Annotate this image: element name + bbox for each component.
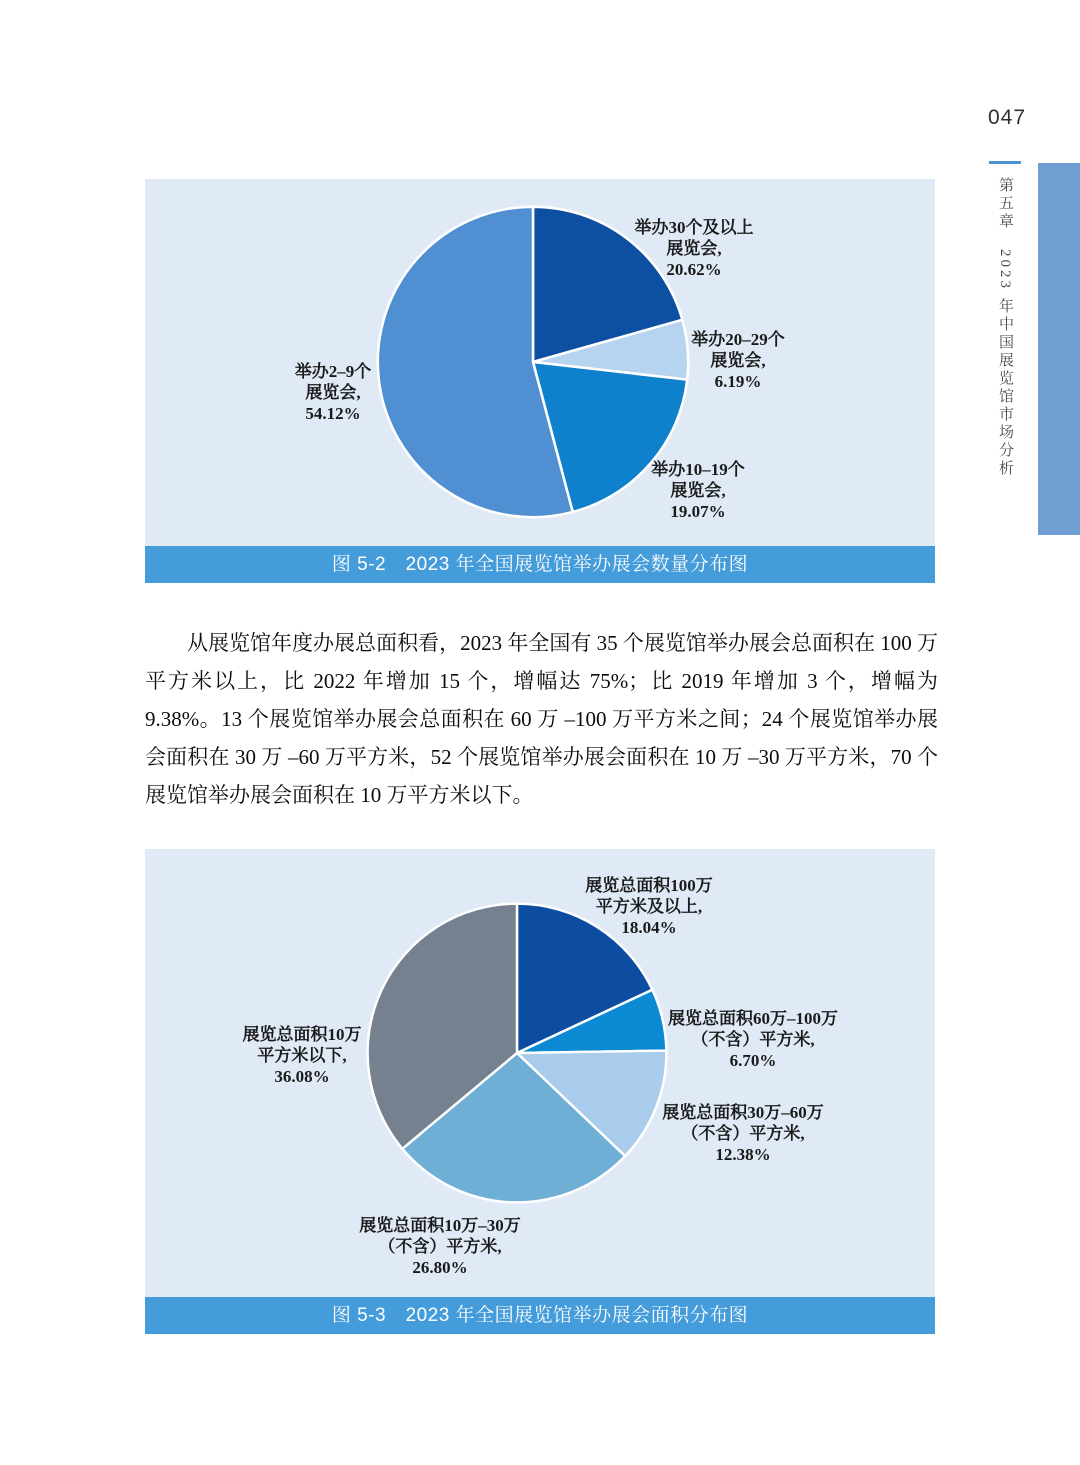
pie-label-line: 6.70% [729, 1051, 777, 1070]
chapter-sidebar-title: 第五章 2023 年中国展览馆市场分析 [997, 177, 1013, 478]
pie-label-line: 举办10–19个 [651, 460, 745, 479]
pie-label-area-100plus [585, 875, 713, 938]
pie-label-line: （不含）平方米, [378, 1237, 502, 1256]
pie-exhibition-area [363, 899, 671, 1207]
pie-label-line: 19.07% [670, 502, 726, 521]
pie-label-2-9 [295, 361, 372, 424]
pie-label-line: 展览总面积60万–100万 [668, 1009, 838, 1028]
pie-label-line: 举办2–9个 [294, 362, 372, 381]
pie-label-line: 展览会, [710, 351, 766, 370]
page-number: 047 [988, 106, 1027, 129]
pie-label-line: 展览总面积10万 [242, 1025, 362, 1044]
pie-label-line: 12.38% [715, 1145, 771, 1164]
pie-chart-exhibition-area [145, 849, 935, 1297]
pie-label-line: 20.62% [666, 260, 722, 279]
pie-label-30plus [635, 217, 754, 280]
pie-label-area-under-10 [243, 1024, 362, 1087]
pie-label-line: 展览会, [305, 383, 361, 402]
pie-label-line: 展览会, [670, 481, 726, 500]
pie-label-line: 展览会, [666, 239, 722, 258]
pie-label-area-10-30 [359, 1215, 521, 1278]
chapter-rule [989, 161, 1021, 164]
pie-label-line: 展览总面积30万–60万 [662, 1103, 824, 1122]
pie-label-area-60-100 [668, 1008, 838, 1071]
pie-label-line: （不含）平方米, [691, 1030, 815, 1049]
pie-label-line: 36.08% [274, 1067, 330, 1086]
pie-label-line: 展览总面积10万–30万 [359, 1216, 521, 1235]
pie-label-10-19 [651, 459, 745, 522]
pie-chart-exhibition-count [145, 179, 935, 546]
figure-caption-5-3: 图 5-3 2023 年全国展览馆举办展会面积分布图 [145, 1297, 935, 1334]
pie-label-20-29 [691, 329, 785, 392]
figure-5-2 [145, 179, 935, 583]
pie-label-area-30-60 [662, 1102, 824, 1165]
figure-5-3 [145, 849, 935, 1334]
pie-label-line: 展览总面积100万 [585, 876, 713, 895]
figure-caption-5-2: 图 5-2 2023 年全国展览馆举办展会数量分布图 [145, 546, 935, 583]
pie-label-line: 26.80% [412, 1258, 468, 1277]
pie-label-line: 54.12% [305, 404, 361, 423]
pie-label-line: 18.04% [621, 918, 677, 937]
pie-label-line: 平方米及以上, [595, 897, 703, 916]
chapter-color-bar [1038, 163, 1080, 535]
pie-label-line: 平方米以下, [257, 1046, 347, 1065]
pie-label-line: 举办30个及以上 [634, 218, 754, 237]
body-paragraph: 从展览馆年度办展总面积看，2023 年全国有 35 个展览馆举办展会总面积在 100 万平方米以上，比 2022 年增加 15 个，增幅达 75%；比 2019 年增加 3 个，增幅为 9.38%。13 个展览馆举办展会总面积在 60 万 –100 万平方米之间；24 个展览馆举办展会面积在 30 万 –60 万平方米，52 个展览馆举办展会面积在 10 万 –30 万平方米，70 个展览馆举办展会面积在 10 万平方米以下。 [145, 631, 938, 807]
pie-label-line: （不含）平方米, [681, 1124, 805, 1143]
pie-label-line: 举办20–29个 [691, 330, 785, 349]
pie-label-line: 6.19% [714, 372, 762, 391]
